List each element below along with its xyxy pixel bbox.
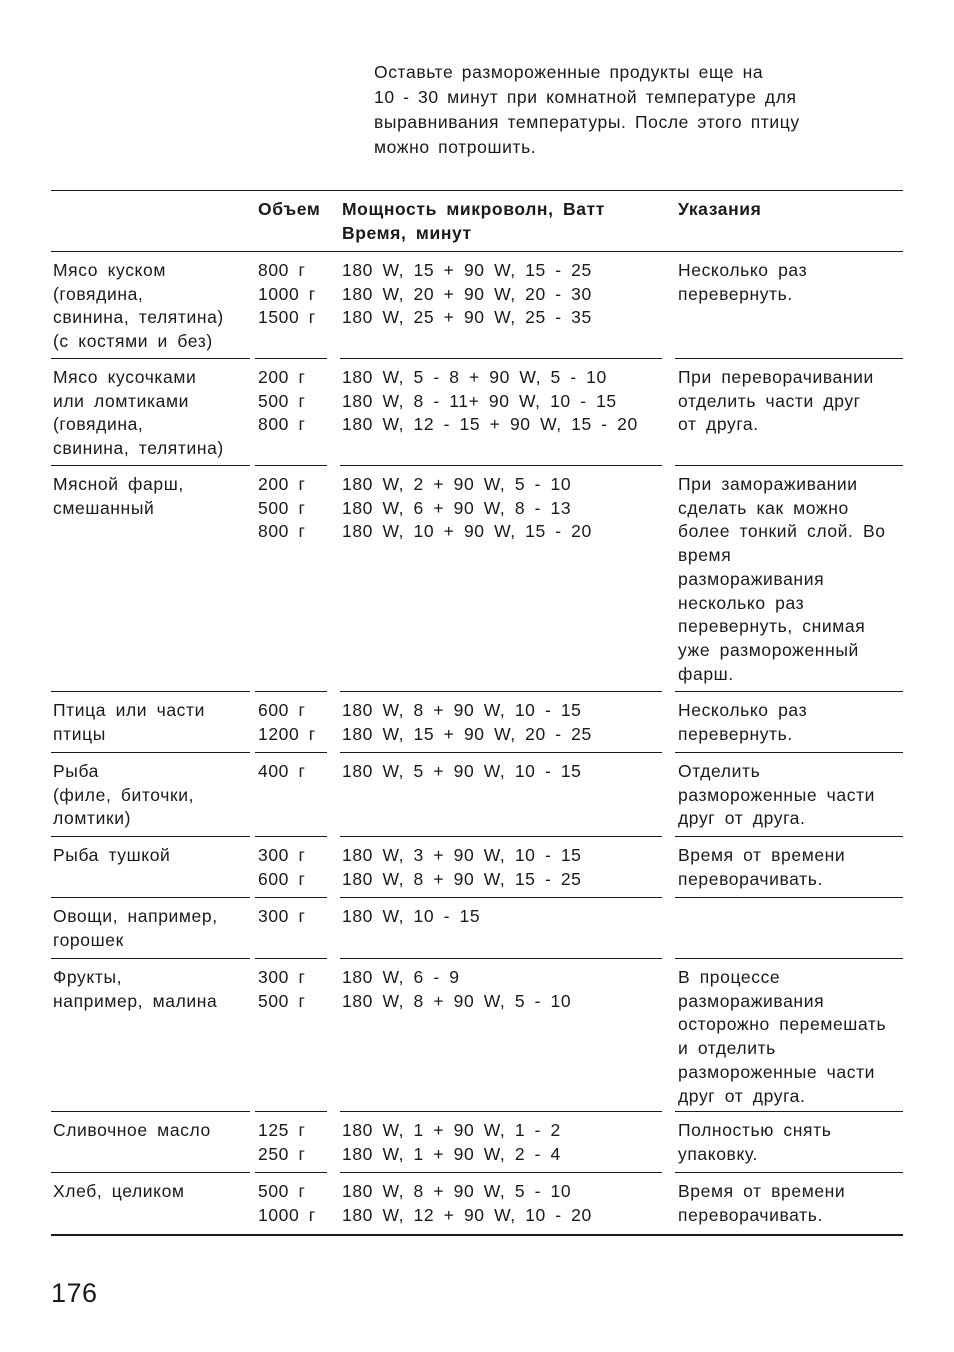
amount-line: 800 г xyxy=(258,414,306,435)
product-line: Птица или части xyxy=(53,700,206,720)
cell-power xyxy=(342,905,672,929)
amount-line: 1500 г xyxy=(258,307,316,328)
cell-amount xyxy=(258,844,338,891)
cell-notes xyxy=(678,1180,903,1227)
cell-amount xyxy=(258,699,338,746)
table-row xyxy=(51,1112,903,1173)
power-line: 180 W, 3 + 90 W, 10 - 15 xyxy=(342,845,582,865)
cell-product xyxy=(53,966,253,1013)
amount-line: 500 г xyxy=(258,497,306,518)
header-notes: Указания xyxy=(678,199,762,219)
power-line: 180 W, 1 + 90 W, 1 - 2 xyxy=(342,1120,561,1140)
notes-line: размораживания xyxy=(678,568,825,589)
cell-notes xyxy=(678,760,903,831)
notes-line: Несколько раз xyxy=(678,260,808,280)
product-line: Мясной фарш, xyxy=(53,474,184,494)
notes-line: перевернуть. xyxy=(678,283,793,304)
power-line: 180 W, 8 - 11+ 90 W, 10 - 15 xyxy=(342,390,617,411)
notes-line: упаковку. xyxy=(678,1143,758,1164)
cell-amount xyxy=(258,1119,338,1166)
intro-paragraph xyxy=(374,60,874,160)
amount-line: 300 г xyxy=(258,845,306,865)
product-line: (говядина, xyxy=(53,414,144,435)
power-line: 180 W, 8 + 90 W, 5 - 10 xyxy=(342,1181,572,1201)
notes-line: переворачивать. xyxy=(678,1204,823,1225)
notes-line: несколько раз xyxy=(678,592,805,613)
amount-line: 1200 г xyxy=(258,723,316,744)
product-line: ломтики) xyxy=(53,808,132,829)
power-line: 180 W, 6 - 9 xyxy=(342,967,460,987)
amount-line: 500 г xyxy=(258,390,306,411)
power-line: 180 W, 10 + 90 W, 15 - 20 xyxy=(342,521,592,542)
power-line: 180 W, 12 - 15 + 90 W, 15 - 20 xyxy=(342,414,638,435)
notes-line: от друга. xyxy=(678,414,759,435)
cell-power xyxy=(342,966,672,1013)
cell-product xyxy=(53,905,253,952)
product-line: Хлеб, целиком xyxy=(53,1181,185,1201)
cell-notes xyxy=(678,966,903,1108)
product-line: или ломтиками xyxy=(53,390,189,411)
product-line: Рыба xyxy=(53,761,100,781)
product-line: например, малина xyxy=(53,990,218,1011)
notes-line: Полностью снять xyxy=(678,1120,832,1140)
table-row xyxy=(51,959,903,1112)
notes-line: При переворачивании xyxy=(678,367,874,387)
product-line: Мясо куском xyxy=(53,260,166,280)
table-header xyxy=(51,191,903,252)
cell-product xyxy=(53,1119,253,1143)
cell-product xyxy=(53,844,253,868)
product-line: смешанный xyxy=(53,497,155,518)
cell-amount xyxy=(258,1180,338,1227)
cell-notes xyxy=(678,473,903,686)
amount-line: 500 г xyxy=(258,1181,306,1201)
cell-notes xyxy=(678,1119,903,1166)
cell-power xyxy=(342,473,672,544)
amount-line: 1000 г xyxy=(258,1204,316,1225)
cell-notes xyxy=(678,366,903,437)
notes-line: размораживания xyxy=(678,990,825,1011)
amount-line: 300 г xyxy=(258,967,306,987)
power-line: 180 W, 1 + 90 W, 2 - 4 xyxy=(342,1143,561,1164)
power-line: 180 W, 5 + 90 W, 10 - 15 xyxy=(342,761,582,781)
notes-line: друг от друга. xyxy=(678,808,806,829)
product-line: Рыба тушкой xyxy=(53,845,171,865)
power-line: 180 W, 15 + 90 W, 15 - 25 xyxy=(342,260,592,280)
product-line: свинина, телятина) xyxy=(53,438,224,459)
cell-amount xyxy=(258,473,338,544)
power-line: 180 W, 15 + 90 W, 20 - 25 xyxy=(342,723,592,744)
cell-product xyxy=(53,1180,253,1204)
product-line: (филе, биточки, xyxy=(53,784,195,805)
notes-line: переворачивать. xyxy=(678,868,823,889)
notes-line: размороженные части xyxy=(678,784,876,805)
power-line: 180 W, 8 + 90 W, 5 - 10 xyxy=(342,990,572,1011)
amount-line: 1000 г xyxy=(258,283,316,304)
amount-line: 800 г xyxy=(258,521,306,542)
notes-line: При замораживании xyxy=(678,474,858,494)
power-line: 180 W, 25 + 90 W, 25 - 35 xyxy=(342,307,592,328)
notes-line: Отделить xyxy=(678,761,761,781)
notes-line: отделить части друг xyxy=(678,390,861,411)
defrost-table xyxy=(51,190,903,1234)
power-line: 180 W, 8 + 90 W, 15 - 25 xyxy=(342,868,582,889)
intro-line: Оставьте размороженные продукты еще на xyxy=(374,62,764,82)
notes-line: В процессе xyxy=(678,967,781,987)
notes-line: перевернуть. xyxy=(678,723,793,744)
cell-product xyxy=(53,699,253,746)
table-row xyxy=(51,466,903,692)
header-time-line: Время, минут xyxy=(342,222,472,243)
table-body xyxy=(51,252,903,1234)
product-line: Овощи, например, xyxy=(53,906,218,926)
product-line: (с костями и без) xyxy=(53,331,213,352)
cell-product xyxy=(53,473,253,520)
cell-product xyxy=(53,760,253,831)
power-line: 180 W, 12 + 90 W, 10 - 20 xyxy=(342,1204,592,1225)
notes-line: размороженные части xyxy=(678,1061,876,1082)
intro-line: 10 - 30 минут при комнатной температуре для xyxy=(374,87,797,107)
amount-line: 600 г xyxy=(258,700,306,720)
cell-power xyxy=(342,259,672,330)
table-row xyxy=(51,898,903,959)
power-line: 180 W, 8 + 90 W, 10 - 15 xyxy=(342,700,582,720)
cell-power xyxy=(342,760,672,784)
amount-line: 200 г xyxy=(258,367,306,387)
intro-line: можно потрошить. xyxy=(374,137,537,157)
cell-notes xyxy=(678,699,903,746)
product-line: свинина, телятина) xyxy=(53,307,224,328)
amount-line: 800 г xyxy=(258,260,306,280)
product-line: Сливочное масло xyxy=(53,1120,211,1140)
table-row xyxy=(51,252,903,359)
header-power xyxy=(342,198,672,245)
cell-power xyxy=(342,366,672,437)
notes-line: время xyxy=(678,545,732,566)
amount-line: 125 г xyxy=(258,1120,306,1140)
notes-line: Несколько раз xyxy=(678,700,808,720)
cell-notes xyxy=(678,844,903,891)
cell-amount xyxy=(258,259,338,330)
power-line: 180 W, 20 + 90 W, 20 - 30 xyxy=(342,283,592,304)
notes-line: перевернуть, снимая xyxy=(678,616,866,637)
product-line: птицы xyxy=(53,723,106,744)
amount-line: 200 г xyxy=(258,474,306,494)
cell-power xyxy=(342,1119,672,1166)
table-bottom-rule xyxy=(51,1234,903,1236)
intro-line: выравнивания температуры. После этого птицу xyxy=(374,112,800,132)
notes-line: уже размороженный xyxy=(678,639,859,660)
cell-amount xyxy=(258,366,338,437)
power-line: 180 W, 5 - 8 + 90 W, 5 - 10 xyxy=(342,367,607,387)
cell-power xyxy=(342,1180,672,1227)
notes-line: Время от времени xyxy=(678,1181,846,1201)
cell-power xyxy=(342,699,672,746)
table-row xyxy=(51,359,903,466)
amount-line: 500 г xyxy=(258,990,306,1011)
cell-product xyxy=(53,366,253,461)
notes-line: и отделить xyxy=(678,1038,776,1059)
table-row xyxy=(51,753,903,837)
header-power-line: Мощность микроволн, Ватт xyxy=(342,199,605,219)
power-line: 180 W, 2 + 90 W, 5 - 10 xyxy=(342,474,572,494)
notes-line: осторожно перемешать xyxy=(678,1014,887,1035)
table-row xyxy=(51,837,903,898)
cell-amount xyxy=(258,966,338,1013)
page-number: 176 xyxy=(51,1278,98,1308)
cell-notes xyxy=(678,259,903,306)
table-row xyxy=(51,692,903,753)
notes-line: фарш. xyxy=(678,663,734,684)
amount-line: 400 г xyxy=(258,761,306,781)
product-line: Фрукты, xyxy=(53,967,123,987)
power-line: 180 W, 10 - 15 xyxy=(342,906,481,926)
header-amount: Объем xyxy=(258,199,321,219)
cell-amount xyxy=(258,905,338,929)
product-line: Мясо кусочками xyxy=(53,367,197,387)
notes-line: сделать как можно xyxy=(678,497,849,518)
power-line: 180 W, 6 + 90 W, 8 - 13 xyxy=(342,497,572,518)
amount-line: 600 г xyxy=(258,868,306,889)
product-line: (говядина, xyxy=(53,283,144,304)
notes-line: друг от друга. xyxy=(678,1085,806,1106)
product-line: горошек xyxy=(53,929,124,950)
cell-amount xyxy=(258,760,338,784)
notes-line: Время от времени xyxy=(678,845,846,865)
cell-power xyxy=(342,844,672,891)
cell-product xyxy=(53,259,253,354)
table-row xyxy=(51,1173,903,1234)
amount-line: 300 г xyxy=(258,906,306,926)
notes-line: более тонкий слой. Во xyxy=(678,521,886,542)
amount-line: 250 г xyxy=(258,1143,306,1164)
